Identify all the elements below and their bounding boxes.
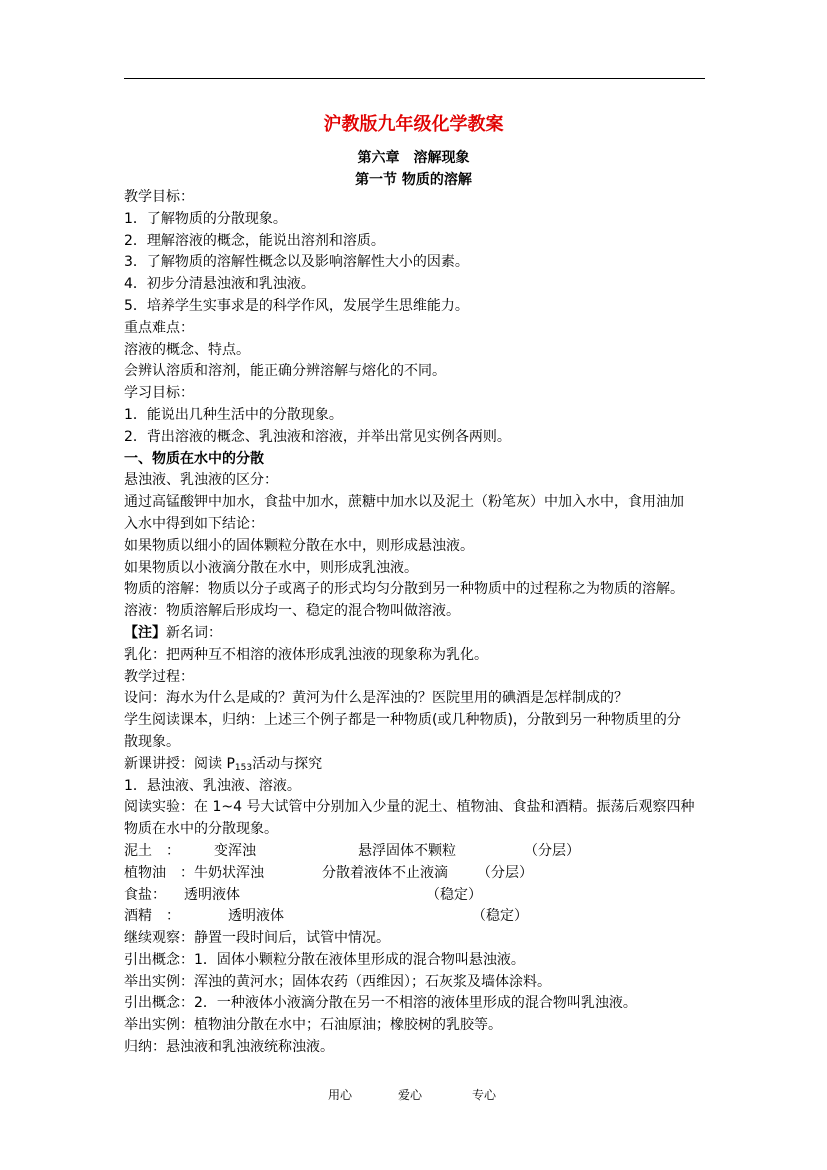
chapter-heading: 第六章 溶解现象: [357, 150, 470, 166]
text-line: 2．理解溶液的概念，能说出溶剂和溶质。: [124, 232, 385, 249]
observation-row: [124, 863, 712, 885]
section-heading: 第一节 物质的溶解: [355, 172, 472, 188]
text-line: 通过高锰酸钾中加水，食盐中加水，蔗糖中加水以及泥土（粉笔灰）中加入水中，食用油加: [124, 494, 684, 511]
observation-row: [124, 906, 712, 928]
cell-result: （稳定）: [472, 908, 528, 925]
text-line: 物质的溶解：物质以分子或离子的形式均匀分散到另一种物质中的过程称之为物质的溶解。: [124, 581, 684, 598]
text-line: 引出概念：1．固体小颗粒分散在液体里形成的混合物叫悬浊液。: [124, 951, 525, 968]
new-lesson-suffix: 活动与探究: [252, 755, 323, 772]
cell-result: （稳定）: [426, 886, 482, 903]
text-line: 学习目标：: [124, 385, 194, 402]
text-line: 归纳：悬浊液和乳浊液统称浊液。: [124, 1039, 334, 1056]
cell-description: 分散着液体不止液滴: [322, 864, 448, 881]
footer-text-zhuanxin: 专心: [472, 1088, 497, 1102]
text-line: 1．悬浊液、乳浊液、溶液。: [124, 777, 301, 794]
note-text: 新名词：: [166, 624, 222, 641]
text-line: 1．能说出几种生活中的分散现象。: [124, 406, 343, 423]
footer-text-aixin: 爱心: [398, 1088, 423, 1102]
text-line: 如果物质以小液滴分散在水中，则形成乳浊液。: [124, 559, 418, 576]
text-line: 散现象。: [124, 733, 180, 750]
header-rule: [124, 78, 705, 79]
cell-result: （分层）: [524, 842, 580, 859]
document-body: [124, 187, 712, 1059]
text-line: 3．了解物质的溶解性概念以及影响溶解性大小的因素。: [124, 254, 469, 271]
cell-appearance: 透明液体: [228, 908, 284, 925]
text-line: 1．了解物质的分散现象。: [124, 210, 287, 227]
cell-result: （分层）: [477, 864, 533, 881]
note-bracket: 【注】: [124, 624, 166, 641]
text-line: 教学目标：: [124, 189, 194, 205]
document-title: 沪教版九年级化学教案: [323, 114, 504, 135]
text-line: 教学过程：: [124, 668, 194, 685]
text-line: 会辨认溶质和溶剂，能正确分辨溶解与熔化的不同。: [124, 363, 446, 380]
footer-text-yongxin: 用心: [328, 1088, 353, 1102]
section-heading-dispersion: 一、物质在水中的分散: [124, 450, 264, 467]
text-line: 乳化：把两种互不相溶的液体形成乳浊液的现象称为乳化。: [124, 646, 488, 663]
observation-row: [124, 885, 712, 907]
cell-substance: 食盐：: [124, 886, 166, 903]
text-line: 阅读实验：在 1~4 号大试管中分别加入少量的泥土、植物油、食盐和酒精。振荡后观察四种: [124, 799, 695, 816]
text-line: 溶液的概念、特点。: [124, 341, 250, 358]
cell-appearance: 变浑浊: [214, 842, 256, 859]
text-line: 引出概念：2．一种液体小液滴分散在另一不相溶的液体里形成的混合物叫乳浊液。: [124, 995, 637, 1012]
text-line: 继续观察：静置一段时间后，试管中情况。: [124, 930, 390, 947]
text-line: 溶液：物质溶解后形成均一、稳定的混合物叫做溶液。: [124, 603, 460, 620]
text-line: 2．背出溶液的概念、乳浊液和溶液，并举出常见实例各两则。: [124, 428, 511, 445]
new-lesson-line: [124, 754, 712, 776]
cell-appearance: 透明液体: [184, 886, 240, 903]
page-subscript: 153: [234, 762, 253, 773]
text-line: 入水中得到如下结论：: [124, 515, 264, 532]
text-line: 举出实例：浑浊的黄河水；固体农药（西维因）；石灰浆及墙体涂料。: [124, 973, 551, 990]
text-line: 举出实例：植物油分散在水中；石油原油；橡胶树的乳胶等。: [124, 1017, 502, 1034]
text-line: 4．初步分清悬浊液和乳浊液。: [124, 276, 315, 293]
new-lesson-prefix: 新课讲授：阅读 P: [124, 755, 235, 772]
text-line: 悬浊液、乳浊液的区分：: [124, 472, 278, 489]
cell-substance: 酒精 ：: [124, 908, 180, 925]
cell-description: 悬浮固体不颗粒: [358, 842, 456, 859]
text-line: 重点难点：: [124, 319, 194, 336]
cell-substance: 泥土 ：: [124, 842, 180, 859]
observation-row: [124, 841, 712, 863]
text-line: 5．培养学生实事求是的科学作风，发展学生思维能力。: [124, 297, 469, 314]
note-line: [124, 623, 712, 645]
text-line: 物质在水中的分散现象。: [124, 821, 278, 838]
text-line: 设问：海水为什么是咸的？黄河为什么是浑浊的？医院里用的碘酒是怎样制成的？: [124, 690, 628, 707]
cell-substance: 植物油 ：牛奶状浑浊: [124, 864, 264, 881]
text-line: 学生阅读课本，归纳：上述三个例子都是一种物质(或几种物质)，分散到另一种物质里的分: [124, 712, 681, 729]
text-line: 如果物质以细小的固体颗粒分散在水中，则形成悬浊液。: [124, 537, 474, 554]
